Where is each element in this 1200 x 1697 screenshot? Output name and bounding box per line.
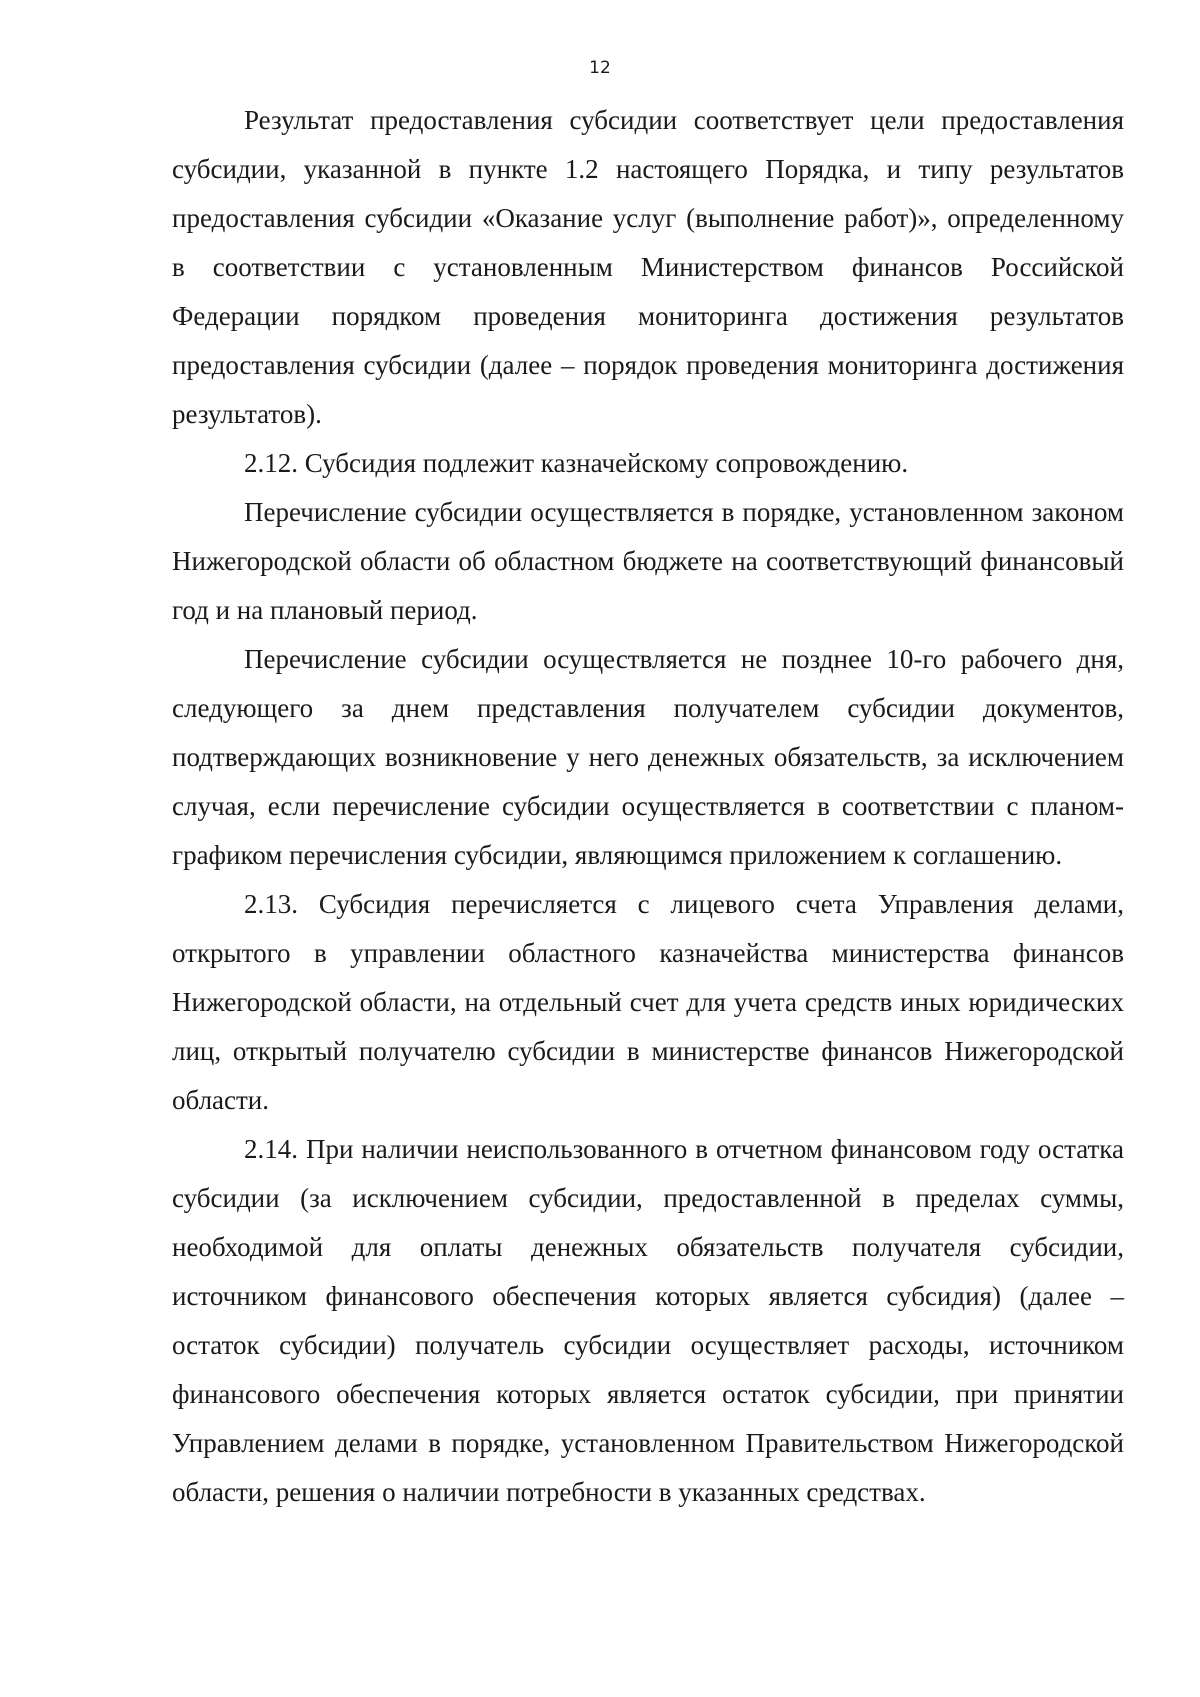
paragraph-transfer-procedure: Перечисление субсидии осуществляется в порядке, установленном законом Нижегородской области об областном бюджете на соответствующий финансовый год и на плановый период. bbox=[172, 497, 1124, 625]
paragraph-transfer-deadline: Перечисление субсидии осуществляется не позднее 10-го рабочего дня, следующего за днем представления получателем субсидии документов, подтверждающих возникновение у него денежных обязательств, за исключением случая, если перечисление субсидии осуществляется в соответствии с планом-графиком перечисления субсидии, являющимся приложением к соглашению. bbox=[172, 644, 1124, 870]
paragraph-2-14: 2.14. При наличии неиспользованного в отчетном финансовом году остатка субсидии (за исключением субсидии, предоставленной в пределах суммы, необходимой для оплаты денежных обязательств получателя субсидии, источником финансового обеспечения которых является субсидия) (далее – остаток субсидии) получатель субсидии осуществляет расходы, источником финансового обеспечения которых является остаток субсидии, при принятии Управлением делами в порядке, установленном Правительством Нижегородской области, решения о наличии потребности в указанных средствах. bbox=[172, 1134, 1124, 1507]
paragraph-subsidy-result: Результат предоставления субсидии соответствует цели предоставления субсидии, указанной в пункте 1.2 настоящего Порядка, и типу результатов предоставления субсидии «Оказание услуг (выполнение работ)», определенному в соответствии с установленным Министерством финансов Российской Федерации порядком проведения мониторинга достижения результатов предоставления субсидии (далее – порядок проведения мониторинга достижения результатов). bbox=[172, 105, 1124, 429]
page-number: 12 bbox=[589, 58, 611, 78]
document-body bbox=[172, 96, 1124, 1517]
paragraph-2-12: 2.12. Субсидия подлежит казначейскому сопровождению. bbox=[244, 448, 909, 478]
paragraph-2-13: 2.13. Субсидия перечисляется с лицевого счета Управления делами, открытого в управлении областного казначейства министерства финансов Нижегородской области, на отдельный счет для учета средств иных юридических лиц, открытый получателю субсидии в министерстве финансов Нижегородской области. bbox=[172, 889, 1124, 1115]
